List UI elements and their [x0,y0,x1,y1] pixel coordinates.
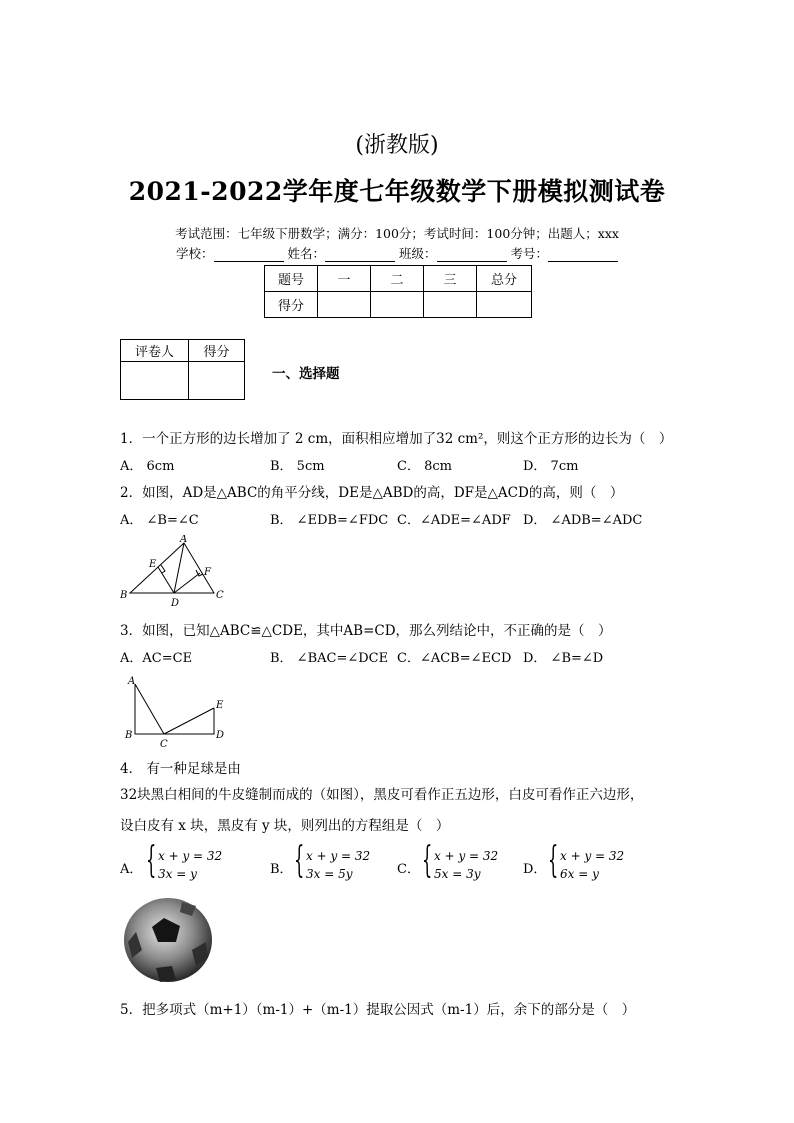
right-angle-e [161,565,165,573]
score-cell[interactable] [371,292,424,318]
label-e: E [216,700,224,711]
soccer-ball-image [122,896,214,984]
grader-score-cell[interactable] [189,362,245,400]
q2-option-c[interactable]: C．∠ADE=∠ADF [397,513,511,528]
name-label: 姓名： [287,246,325,261]
q2-option-a[interactable]: A． ∠B=∠C [120,513,199,528]
q4-option-b[interactable]: B． [270,862,293,877]
label-b: B [125,730,133,741]
number-label: 考号： [510,246,548,261]
q3-triangles-figure [120,672,230,750]
question-2-stem: 2．如图，AD是△ABC的角平分线，DE是△ABD的高，DF是△ACD的高，则（ ） [120,485,624,501]
score-cell[interactable] [318,292,371,318]
q4-option-d[interactable]: D． [523,862,547,877]
q3-option-c[interactable]: C．∠ACB=∠ECD [397,651,512,666]
school-label: 学校： [175,246,214,261]
grader-table [120,339,245,400]
exam-scope-info: 考试范围：七年级下册数学；满分：100分；考试时间：100分钟；出题人；xxx [175,226,619,241]
q2-option-b[interactable]: B． ∠EDB=∠FDC [270,513,389,528]
q1-option-a[interactable]: A． 6cm [120,459,175,474]
question-5-stem: 5．把多项式（m+1）（m-1）+（m-1）提取公因式（m-1）后，余下的部分是（ ） [120,1002,636,1018]
q1-option-d[interactable]: D． 7cm [523,459,579,474]
score-cell[interactable] [424,292,477,318]
score-table-header: 三 [424,266,477,292]
class-blank[interactable] [437,247,507,262]
label-d: D [171,598,180,609]
question-1-stem: 1．一个正方形的边长增加了 2 cm，面积相应增加了32 cm²，则这个正方形的边长为（ ） [120,431,673,447]
section-title: 一、选择题 [272,366,340,382]
question-3-stem: 3．如图，已知△ABC≌△CDE，其中AB=CD，那么列结论中，不正确的是（ ） [120,623,612,639]
altitude-de [158,567,174,593]
number-blank[interactable] [548,247,618,262]
score-row-label: 得分 [265,292,318,318]
student-info-line [0,244,794,262]
q3-option-b[interactable]: B． ∠BAC=∠DCE [270,651,389,666]
label-c: C [160,739,168,750]
q3-option-a[interactable]: A．AC=CE [120,651,193,666]
score-table-header: 题号 [265,266,318,292]
grader-cell[interactable] [121,362,189,400]
label-c: C [216,590,224,601]
brace-icon: { [548,840,559,881]
q1-option-b[interactable]: B． 5cm [270,459,325,474]
score-table-header: 总分 [477,266,532,292]
page-title: 2021-2022学年度七年级数学下册模拟测试卷 [128,177,666,206]
grader-score-header: 得分 [189,340,245,362]
score-table-header: 二 [371,266,424,292]
edition-label: (浙教版) [355,133,439,158]
frame-abde [135,684,214,734]
q4-option-c[interactable]: C． [397,862,420,877]
score-cell[interactable] [477,292,532,318]
class-label: 班级： [398,246,437,261]
brace-icon: { [146,840,157,881]
question-4-line3: 设白皮有 x 块，黑皮有 y 块，则列出的方程组是（ ） [120,818,450,834]
grader-header: 评卷人 [121,340,189,362]
label-a: A [128,676,136,687]
school-blank[interactable] [214,247,284,262]
q4-option-a[interactable]: A． [120,862,143,877]
label-b: B [120,590,128,601]
q3-option-d[interactable]: D． ∠B=∠D [523,651,604,666]
name-blank[interactable] [325,247,395,262]
q2-triangle-figure [118,535,228,609]
label-f: F [204,567,211,578]
q2-option-d[interactable]: D． ∠ADB=∠ADC [523,513,643,528]
brace-icon: { [294,840,305,881]
question-4-line1: 4． 有一种足球是由 [120,761,241,777]
score-table-header: 一 [318,266,371,292]
segment-ac [135,684,164,734]
segment-ce [164,708,214,734]
brace-icon: { [422,840,433,881]
question-4-line2: 32块黑白相间的牛皮缝制而成的（如图），黑皮可看作正五边形，白皮可看作正六边形， [120,787,644,803]
label-e: E [149,559,157,570]
label-d: D [216,730,225,741]
triangle-abc [130,543,214,593]
score-table [264,265,532,318]
q1-option-c[interactable]: C． 8cm [397,459,452,474]
label-a: A [180,535,188,545]
